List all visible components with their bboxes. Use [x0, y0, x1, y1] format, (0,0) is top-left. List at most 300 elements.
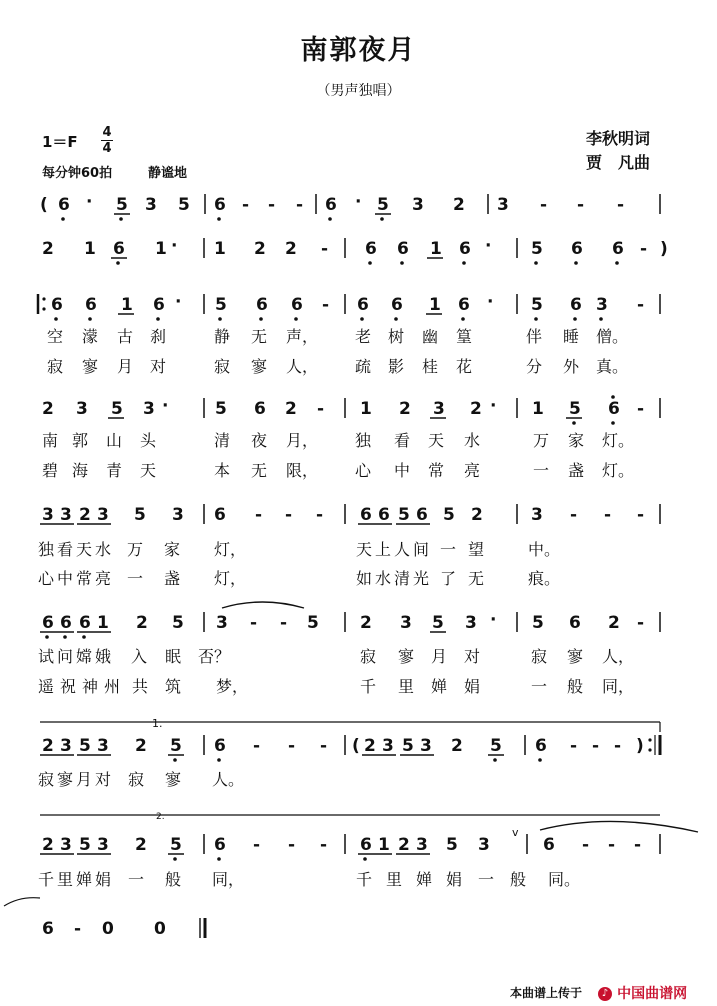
svg-text:5: 5 — [215, 295, 227, 315]
svg-text:6: 6 — [256, 295, 268, 315]
volta-2-label: 2. — [156, 812, 165, 822]
svg-text:2: 2 — [285, 399, 297, 419]
volta-1 — [40, 717, 660, 732]
lyric-l3a-0: 空 — [47, 327, 64, 346]
svg-text:6: 6 — [608, 399, 620, 419]
lyric-l7a-2: 月 — [76, 770, 93, 789]
lyric-l6b-7: 千 — [360, 677, 377, 696]
svg-text:-: - — [577, 195, 585, 215]
svg-text:-: - — [321, 239, 329, 259]
svg-text:2: 2 — [79, 505, 91, 525]
lyric-l3b-2: 月 — [117, 357, 134, 376]
svg-text:6: 6 — [153, 295, 165, 315]
lyric-l6a-2: 嫦 — [76, 647, 93, 666]
lyric-l3b-11: 分 — [526, 357, 543, 376]
lyric-l4a-7: 独 — [355, 431, 372, 450]
svg-text:3: 3 — [531, 505, 543, 525]
lyric-l4a-1: 郭 — [72, 431, 89, 450]
svg-text:-: - — [640, 239, 648, 259]
svg-text:-: - — [637, 505, 645, 525]
svg-text:-: - — [296, 195, 304, 215]
svg-text:5: 5 — [569, 399, 581, 419]
score-line-5 — [40, 504, 660, 525]
svg-text:3: 3 — [382, 736, 394, 756]
lyric-l5a-8: 上 — [375, 540, 392, 559]
lyric-l8a-0: 千 — [38, 870, 55, 889]
lyric-l3a-12: 睡 — [563, 327, 580, 346]
svg-text:-: - — [637, 613, 645, 633]
lyric-l5a-12: 望 — [468, 540, 485, 559]
lyric-l4b-3: 天 — [140, 461, 157, 480]
svg-text:6: 6 — [51, 295, 63, 315]
svg-text:1: 1 — [214, 239, 226, 259]
svg-text:5: 5 — [134, 505, 146, 525]
lyric-l6a-10: 对 — [464, 647, 481, 666]
svg-text:3: 3 — [465, 613, 477, 633]
svg-text:3: 3 — [60, 835, 72, 855]
lyric-l3a-1: 濛 — [82, 327, 99, 346]
lyric-l6a-7: 寂 — [360, 647, 377, 666]
lyric-l3a-8: 树 — [388, 327, 405, 346]
svg-text:6: 6 — [79, 613, 91, 633]
lyric-l4b-2: 青 — [106, 461, 123, 480]
svg-text:-: - — [285, 505, 293, 525]
note-icon: ♪ — [598, 987, 612, 1001]
lyric-l5a-5: 家 — [164, 540, 181, 559]
lyric-l6b-4: 共 — [132, 677, 149, 696]
key-signature: 1＝F — [42, 133, 78, 151]
svg-text:3: 3 — [76, 399, 88, 419]
lyric-l7a-3: 对 — [95, 770, 112, 789]
lyric-l5b-5: 盏 — [164, 569, 181, 588]
svg-text:6: 6 — [60, 613, 72, 633]
lyric-l4a-8: 看 — [394, 431, 411, 450]
lyric-l3b-12: 外 — [563, 357, 580, 376]
lyric-l3a-9: 幽 — [422, 327, 439, 346]
lyric-l4b-11: 一 — [533, 461, 550, 480]
lyric-l6b-12: 般 — [567, 677, 584, 696]
svg-text:3: 3 — [478, 835, 490, 855]
lyric-l3b-7: 疏 — [355, 357, 372, 376]
svg-text:5: 5 — [490, 736, 502, 756]
svg-text:3: 3 — [400, 613, 412, 633]
svg-text:6: 6 — [85, 295, 97, 315]
time-signature-top: 4 — [102, 125, 112, 140]
svg-text:-: - — [255, 505, 263, 525]
time-signature-bottom: 4 — [102, 141, 112, 156]
svg-text:5: 5 — [111, 399, 123, 419]
svg-text:2: 2 — [399, 399, 411, 419]
svg-text:6: 6 — [535, 736, 547, 756]
score-line-4 — [42, 395, 660, 425]
svg-text:1: 1 — [429, 295, 441, 315]
svg-text:6: 6 — [569, 613, 581, 633]
svg-text:2: 2 — [360, 613, 372, 633]
lyric-l6a-4: 入 — [131, 647, 148, 666]
lyric-l7a-0: 寂 — [38, 770, 55, 789]
svg-text:6: 6 — [543, 835, 555, 855]
lyric-l3b-8: 影 — [388, 357, 405, 376]
lyric-l4a-13: 灯。 — [602, 431, 635, 450]
svg-text:·: · — [355, 192, 362, 212]
lyric-l4a-10: 水 — [464, 431, 481, 450]
svg-text:1: 1 — [360, 399, 372, 419]
composer-credit: 贾 凡曲 — [586, 153, 651, 172]
lyric-l6b-9: 婵 — [431, 677, 448, 696]
svg-text:·: · — [162, 396, 169, 416]
svg-text:-: - — [280, 613, 288, 633]
svg-text:6: 6 — [254, 399, 266, 419]
svg-text:5: 5 — [172, 613, 184, 633]
lyric-l7a-1: 寥 — [57, 770, 74, 789]
tempo-marking: 每分钟60拍 — [42, 166, 113, 181]
lyric-l6b-3: 州 — [104, 677, 121, 696]
lyric-l8a-5: 般 — [165, 870, 182, 889]
lyric-l4b-13: 灯。 — [602, 461, 635, 480]
svg-text:3: 3 — [172, 505, 184, 525]
lyric-l5b-6: 灯， — [214, 569, 247, 588]
site-logo — [598, 983, 687, 1003]
svg-text:6: 6 — [459, 239, 471, 259]
svg-text:3: 3 — [145, 195, 157, 215]
svg-text:6: 6 — [397, 239, 409, 259]
svg-text:-: - — [288, 835, 296, 855]
lyric-l3a-5: 无 — [251, 327, 268, 346]
svg-text:-: - — [317, 399, 325, 419]
svg-text:6: 6 — [360, 835, 372, 855]
svg-text:1: 1 — [378, 835, 390, 855]
lyric-l5b-10: 光 — [413, 569, 430, 588]
svg-text:2: 2 — [453, 195, 465, 215]
svg-text:-: - — [570, 736, 578, 756]
svg-text:-: - — [322, 295, 330, 315]
lyric-l4b-1: 海 — [72, 461, 89, 480]
lyric-l4a-3: 头 — [140, 431, 157, 450]
lyric-l4a-5: 夜 — [251, 431, 268, 450]
svg-text:6: 6 — [378, 505, 390, 525]
lyric-l4b-7: 心 — [355, 461, 372, 480]
svg-text:·: · — [490, 396, 497, 416]
svg-text:5: 5 — [170, 736, 182, 756]
lyric-l3b-3: 对 — [150, 357, 167, 376]
lyric-l7a-5: 寥 — [165, 770, 182, 789]
svg-text:5: 5 — [79, 835, 91, 855]
svg-text:1: 1 — [97, 613, 109, 633]
svg-text:-: - — [608, 835, 616, 855]
svg-text:5: 5 — [443, 505, 455, 525]
score-line-3 — [38, 292, 660, 321]
lyric-l3b-0: 寂 — [47, 357, 64, 376]
lyric-l8a-11: 一 — [478, 870, 495, 889]
lyric-l3a-3: 刹 — [150, 327, 167, 346]
svg-text:-: - — [582, 835, 590, 855]
lyric-l5a-3: 水 — [95, 540, 112, 559]
svg-text:3: 3 — [416, 835, 428, 855]
svg-text:-: - — [250, 613, 258, 633]
footer-note: 本曲谱上传于 — [510, 986, 583, 1000]
svg-text:2: 2 — [398, 835, 410, 855]
svg-text:2: 2 — [471, 505, 483, 525]
svg-text:0: 0 — [154, 919, 166, 939]
lyric-l5a-2: 天 — [76, 540, 93, 559]
score-line-1 — [40, 192, 660, 221]
score-line-7 — [40, 735, 660, 762]
svg-text:1: 1 — [121, 295, 133, 315]
lyricist-credit: 李秋明词 — [586, 129, 651, 148]
lyric-l3b-10: 花 — [456, 357, 473, 376]
svg-text:6: 6 — [571, 239, 583, 259]
svg-text:-: - — [288, 736, 296, 756]
svg-text:): ) — [636, 736, 644, 756]
svg-text:3: 3 — [97, 505, 109, 525]
svg-text:6: 6 — [612, 239, 624, 259]
site-name: 中国曲谱网 — [617, 986, 688, 1002]
svg-text:6: 6 — [113, 239, 125, 259]
lyric-l5b-13: 痕。 — [528, 569, 561, 588]
lyric-l3a-4: 静 — [214, 327, 231, 346]
svg-text:3: 3 — [596, 295, 608, 315]
lyric-l4b-5: 无 — [251, 461, 268, 480]
svg-text:·: · — [86, 192, 93, 212]
lyric-l4b-9: 常 — [428, 461, 445, 480]
lyric-l5b-0: 心 — [38, 569, 55, 588]
score-line-6 — [40, 602, 660, 639]
svg-text:2: 2 — [470, 399, 482, 419]
svg-text:·: · — [175, 292, 182, 312]
svg-text:2: 2 — [135, 835, 147, 855]
svg-text:6: 6 — [458, 295, 470, 315]
svg-text:2: 2 — [254, 239, 266, 259]
lyric-l8a-1: 里 — [57, 870, 74, 889]
lyric-l6b-8: 里 — [398, 677, 415, 696]
lyric-l4b-8: 中 — [394, 461, 411, 480]
svg-text:-: - — [570, 505, 578, 525]
score-line-2 — [42, 236, 668, 265]
score-line-9 — [4, 898, 205, 939]
lyric-l8a-6: 同， — [212, 870, 245, 889]
lyric-l5a-1: 看 — [57, 540, 74, 559]
svg-text:6: 6 — [42, 919, 54, 939]
lyric-l4a-0: 南 — [42, 431, 59, 450]
lyric-l6a-3: 娥 — [95, 647, 112, 666]
svg-text:3: 3 — [97, 835, 109, 855]
lyric-l6b-10: 娟 — [464, 677, 481, 696]
svg-text:-: - — [253, 736, 261, 756]
svg-text:0: 0 — [102, 919, 114, 939]
svg-text:-: - — [320, 835, 328, 855]
lyric-l6a-0: 试 — [38, 647, 55, 666]
lyric-l3a-6: 声， — [286, 327, 319, 346]
lyric-l6b-2: 神 — [82, 677, 99, 696]
lyric-l8a-13: 同。 — [548, 870, 581, 889]
lyric-l6a-6: 否？ — [198, 647, 231, 666]
svg-text:6: 6 — [325, 195, 337, 215]
svg-text:(: ( — [352, 736, 360, 756]
lyric-l6b-13: 同， — [602, 677, 635, 696]
svg-text:5: 5 — [116, 195, 128, 215]
svg-text:3: 3 — [42, 505, 54, 525]
lyric-l5b-7: 如 — [356, 569, 373, 588]
svg-text:3: 3 — [412, 195, 424, 215]
lyric-l3a-13: 僧。 — [596, 327, 629, 346]
lyric-l5a-9: 人 — [394, 540, 411, 559]
svg-text:2: 2 — [364, 736, 376, 756]
svg-text:6: 6 — [291, 295, 303, 315]
lyric-l8a-7: 千 — [356, 870, 373, 889]
svg-text:5: 5 — [170, 835, 182, 855]
svg-text:5: 5 — [79, 736, 91, 756]
lyric-l5b-3: 亮 — [95, 569, 112, 588]
lyric-l6b-6: 梦， — [216, 677, 249, 696]
lyric-l5a-6: 灯， — [214, 540, 247, 559]
svg-text:1: 1 — [430, 239, 442, 259]
lyric-l6b-1: 祝 — [60, 677, 77, 696]
svg-text:3: 3 — [143, 399, 155, 419]
lyric-l3a-2: 古 — [117, 327, 134, 346]
svg-text:-: - — [637, 295, 645, 315]
lyric-l7a-6: 人。 — [212, 770, 245, 789]
breath-mark: v — [512, 826, 519, 839]
svg-text:-: - — [316, 505, 324, 525]
svg-text:6: 6 — [42, 613, 54, 633]
lyric-l4a-9: 天 — [428, 431, 445, 450]
svg-text:-: - — [540, 195, 548, 215]
svg-text:5: 5 — [432, 613, 444, 633]
svg-text:2: 2 — [285, 239, 297, 259]
volta-1-label: 1. — [152, 717, 163, 730]
svg-text:3: 3 — [216, 613, 228, 633]
page-title: 南郭夜月 — [300, 35, 417, 66]
svg-text:-: - — [637, 399, 645, 419]
svg-text:3: 3 — [433, 399, 445, 419]
lyric-l6a-8: 寥 — [398, 647, 415, 666]
svg-text:-: - — [634, 835, 642, 855]
svg-text:6: 6 — [391, 295, 403, 315]
svg-text:5: 5 — [398, 505, 410, 525]
svg-text:(: ( — [40, 195, 48, 215]
lyric-l6a-12: 寥 — [567, 647, 584, 666]
lyric-l6b-11: 一 — [531, 677, 548, 696]
lyric-l5a-4: 万 — [127, 540, 144, 559]
lyric-l5b-11: 了 — [440, 569, 457, 588]
lyric-l6a-13: 人， — [602, 647, 635, 666]
svg-text:1: 1 — [532, 399, 544, 419]
svg-text:·: · — [490, 610, 497, 630]
svg-text:2: 2 — [135, 736, 147, 756]
svg-text:3: 3 — [60, 736, 72, 756]
svg-text:-: - — [253, 835, 261, 855]
lyric-l5b-8: 水 — [375, 569, 392, 588]
lyric-l3b-9: 桂 — [422, 357, 439, 376]
svg-text:-: - — [74, 919, 82, 939]
svg-text:1: 1 — [155, 239, 167, 259]
svg-text:): ) — [660, 239, 668, 259]
svg-text:-: - — [617, 195, 625, 215]
svg-text:-: - — [268, 195, 276, 215]
lyric-l6b-5: 筑 — [165, 677, 182, 696]
lyric-l8a-12: 般 — [510, 870, 527, 889]
lyric-l5a-0: 独 — [38, 540, 55, 559]
lyric-l3a-7: 老 — [355, 327, 372, 346]
svg-text:2: 2 — [42, 239, 54, 259]
lyric-l6a-11: 寂 — [531, 647, 548, 666]
lyric-l4b-4: 本 — [214, 461, 231, 480]
svg-text:5: 5 — [377, 195, 389, 215]
lyric-l8a-4: 一 — [128, 870, 145, 889]
svg-text:5: 5 — [531, 239, 543, 259]
lyric-l6a-9: 月 — [431, 647, 448, 666]
svg-text:-: - — [320, 736, 328, 756]
lyric-l5b-4: 一 — [127, 569, 144, 588]
svg-text:6: 6 — [214, 835, 226, 855]
lyric-l6b-0: 遥 — [38, 677, 55, 696]
lyric-l3b-1: 寥 — [82, 357, 99, 376]
lyric-l4a-6: 月， — [286, 431, 319, 450]
svg-text:1: 1 — [84, 239, 96, 259]
svg-text:6: 6 — [360, 505, 372, 525]
lyric-l3b-13: 真。 — [596, 357, 629, 376]
svg-text:2: 2 — [451, 736, 463, 756]
svg-text:2: 2 — [42, 835, 54, 855]
lyric-l8a-10: 娟 — [446, 870, 463, 889]
svg-text:6: 6 — [214, 505, 226, 525]
svg-text:2: 2 — [136, 613, 148, 633]
lyric-l8a-3: 娟 — [95, 870, 112, 889]
svg-text:-: - — [604, 505, 612, 525]
lyric-l3a-11: 伴 — [526, 327, 543, 346]
lyric-l8a-8: 里 — [386, 870, 403, 889]
svg-text:5: 5 — [402, 736, 414, 756]
svg-text:6: 6 — [357, 295, 369, 315]
svg-text:3: 3 — [97, 736, 109, 756]
volta-2 — [40, 812, 660, 822]
svg-text:5: 5 — [307, 613, 319, 633]
svg-text:-: - — [592, 736, 600, 756]
lyric-l5b-12: 无 — [468, 569, 485, 588]
score-line-8 — [40, 821, 698, 860]
lyric-l4a-2: 山 — [106, 431, 123, 450]
lyric-l3b-5: 寥 — [251, 357, 268, 376]
lyric-l5b-1: 中 — [57, 569, 74, 588]
lyric-l5a-7: 天 — [356, 540, 373, 559]
svg-text:5: 5 — [531, 295, 543, 315]
svg-text:2: 2 — [42, 399, 54, 419]
lyric-l5a-10: 间 — [413, 540, 430, 559]
lyric-l4b-0: 碧 — [42, 461, 59, 480]
svg-text:·: · — [171, 236, 178, 256]
lyric-l5a-13: 中。 — [528, 540, 561, 559]
lyric-l6a-5: 眠 — [165, 647, 182, 666]
lyric-l3b-4: 寂 — [214, 357, 231, 376]
lyric-l8a-9: 婵 — [416, 870, 433, 889]
expression-marking: 静谧地 — [148, 166, 188, 181]
svg-text:6: 6 — [58, 195, 70, 215]
lyric-l4b-6: 限， — [286, 461, 319, 480]
svg-text:3: 3 — [420, 736, 432, 756]
lyric-l4a-12: 家 — [568, 431, 585, 450]
lyric-l3b-6: 人， — [286, 357, 319, 376]
lyric-l6a-1: 问 — [57, 647, 74, 666]
svg-text:2: 2 — [42, 736, 54, 756]
lyric-l5b-2: 常 — [76, 569, 93, 588]
svg-text:5: 5 — [446, 835, 458, 855]
lyric-l4a-11: 万 — [533, 431, 550, 450]
svg-text:2: 2 — [608, 613, 620, 633]
lyric-l3a-10: 篁 — [456, 327, 473, 346]
svg-text:6: 6 — [214, 736, 226, 756]
subtitle: （男声独唱） — [316, 83, 401, 99]
lyric-l5a-11: 一 — [440, 540, 457, 559]
